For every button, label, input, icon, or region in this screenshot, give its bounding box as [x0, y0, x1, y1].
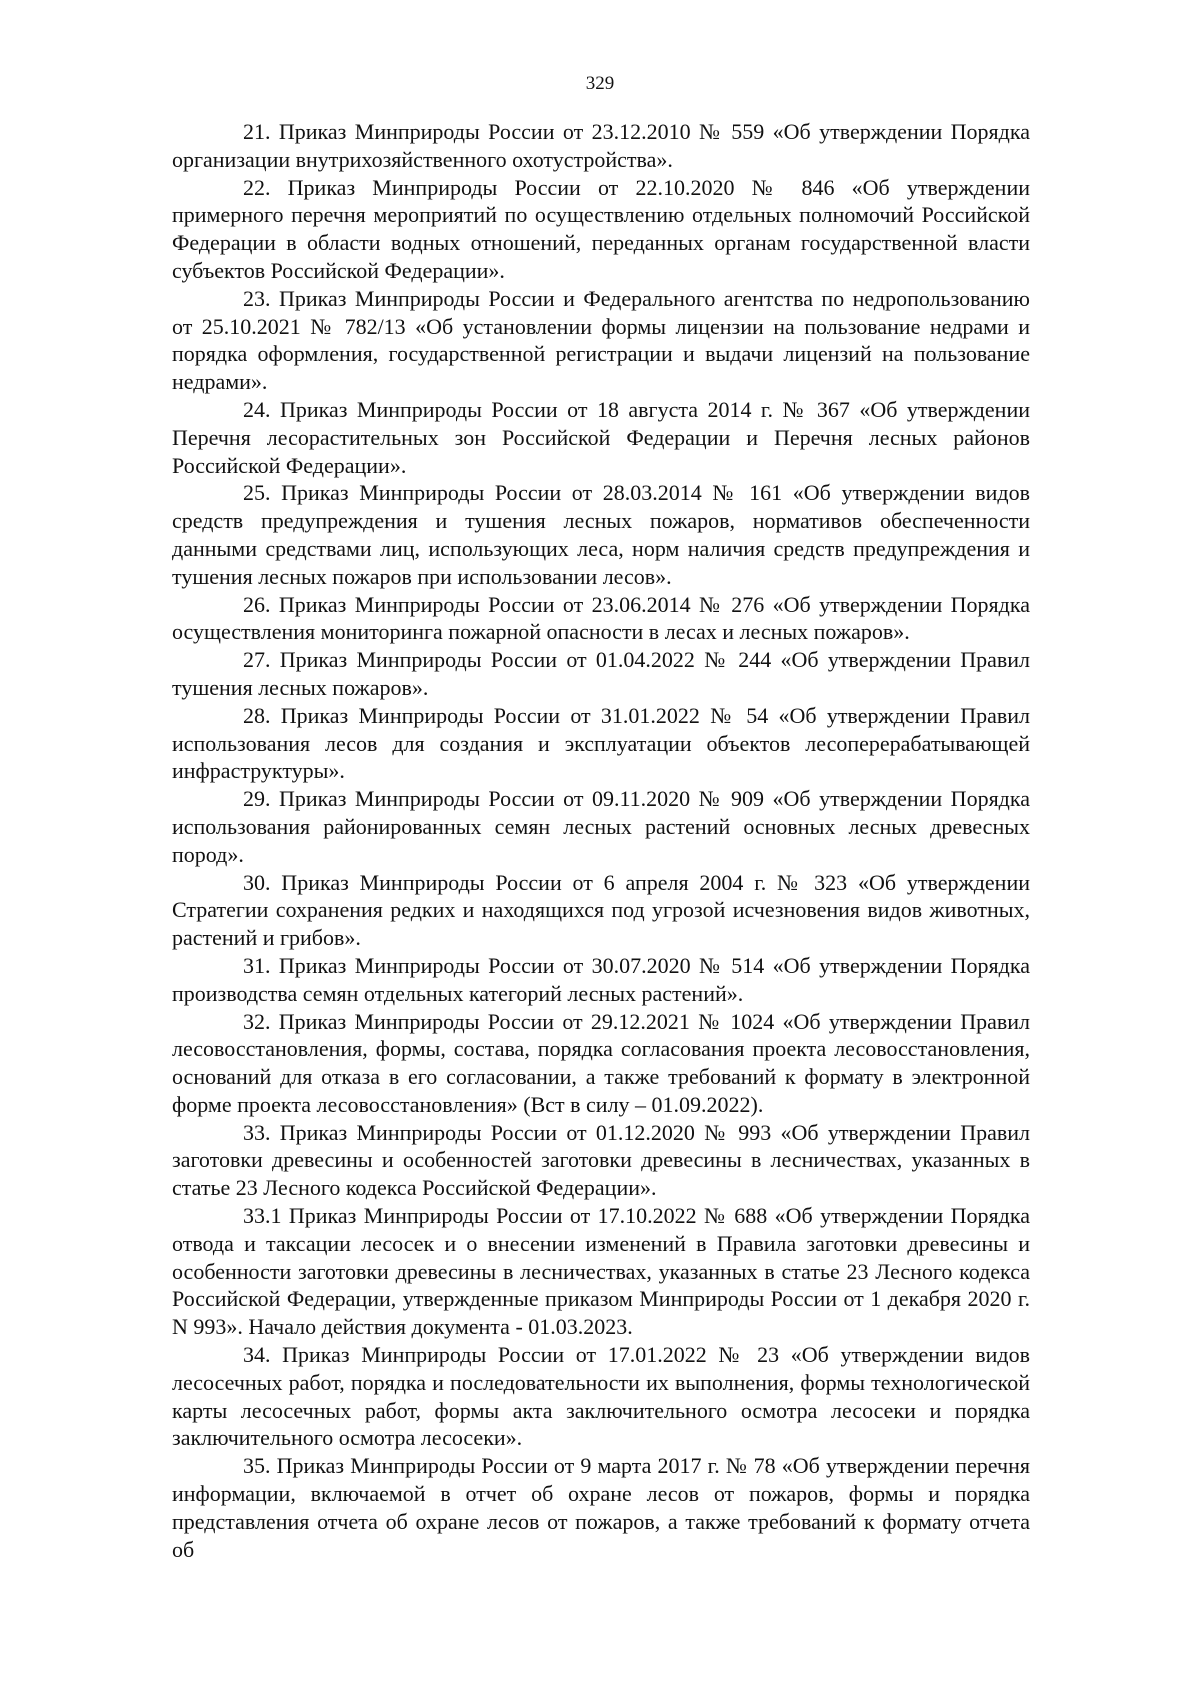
- list-item: 21. Приказ Минприроды России от 23.12.2010 № 559 «Об утверждении Порядка организации внутрихозяйственного охотустройства».: [172, 119, 1030, 172]
- document-body: [172, 118, 1030, 1563]
- list-item: 25. Приказ Минприроды России от 28.03.2014 № 161 «Об утверждении видов средств предупреждения и тушения лесных пожаров, нормативов обеспеченности данными средствами лиц, использующих леса, норм наличия средств предупреждения и тушения лесных пожаров при использовании лесов».: [172, 480, 1030, 589]
- list-item: 33.1 Приказ Минприроды России от 17.10.2022 № 688 «Об утверждении Порядка отвода и таксации лесосек и о внесении изменений в Правила заготовки древесины и особенности заготовки древесины в лесничествах, указанных в статье 23 Лесного кодекса Российской Федерации, утвержденные приказом Минприроды России от 1 декабря 2020 г. N 993». Начало действия документа - 01.03.2023.: [172, 1203, 1030, 1340]
- list-item: 34. Приказ Минприроды России от 17.01.2022 № 23 «Об утверждении видов лесосечных работ, порядка и последовательности их выполнения, формы технологической карты лесосечных работ, формы акта заключительного осмотра лесосеки и порядка заключительного осмотра лесосеки».: [172, 1342, 1030, 1451]
- page-number: 329: [585, 73, 615, 94]
- list-item: 32. Приказ Минприроды России от 29.12.2021 № 1024 «Об утверждении Правил лесовосстановления, формы, состава, порядка согласования проекта лесовосстановления, оснований для отказа в его согласовании, а также требований к формату в электронной форме проекта лесовосстановления» (Вст в силу – 01.09.2022).: [172, 1008, 1030, 1117]
- list-item: 30. Приказ Минприроды России от 6 апреля 2004 г. № 323 «Об утверждении Стратегии сохранения редких и находящихся под угрозой исчезновения видов животных, растений и грибов».: [172, 869, 1030, 951]
- list-item: 23. Приказ Минприроды России и Федерального агентства по недропользованию от 25.10.2021 № 782/13 «Об установлении формы лицензии на пользование недрами и порядка оформления, государственной регистрации и выдачи лицензий на пользование недрами».: [172, 285, 1030, 395]
- list-item: 28. Приказ Минприроды России от 31.01.2022 № 54 «Об утверждении Правил использования лесов для создания и эксплуатации объектов лесоперерабатывающей инфраструктуры».: [172, 702, 1030, 784]
- list-item: 22. Приказ Минприроды России от 22.10.2020 № 846 «Об утверждении примерного перечня мероприятий по осуществлению отдельных полномочий Российской Федерации в области водных отношений, переданных органам государственной власти субъектов Российской Федерации».: [172, 174, 1030, 283]
- list-item: 33. Приказ Минприроды России от 01.12.2020 № 993 «Об утверждении Правил заготовки древесины и особенностей заготовки древесины в лесничествах, указанных в статье 23 Лесного кодекса Российской Федерации».: [172, 1119, 1030, 1201]
- list-item: 35. Приказ Минприроды России от 9 марта 2017 г. № 78 «Об утверждении перечня информации, включаемой в отчет об охране лесов от пожаров, формы и порядка представления отчета об охране лесов от пожаров, а также требований к формату отчета об: [172, 1453, 1030, 1562]
- list-item: 31. Приказ Минприроды России от 30.07.2020 № 514 «Об утверждении Порядка производства семян отдельных категорий лесных растений».: [172, 952, 1030, 1006]
- list-item: 24. Приказ Минприроды России от 18 августа 2014 г. № 367 «Об утверждении Перечня лесорастительных зон Российской Федерации и Перечня лесных районов Российской Федерации».: [172, 396, 1030, 478]
- list-item: 27. Приказ Минприроды России от 01.04.2022 № 244 «Об утверждении Правил тушения лесных пожаров».: [172, 647, 1030, 700]
- list-item: 26. Приказ Минприроды России от 23.06.2014 № 276 «Об утверждении Порядка осуществления мониторинга пожарной опасности в лесах и лесных пожаров».: [172, 591, 1030, 645]
- list-item: 29. Приказ Минприроды России от 09.11.2020 № 909 «Об утверждении Порядка использования районированных семян лесных растений основных лесных древесных пород».: [172, 786, 1030, 867]
